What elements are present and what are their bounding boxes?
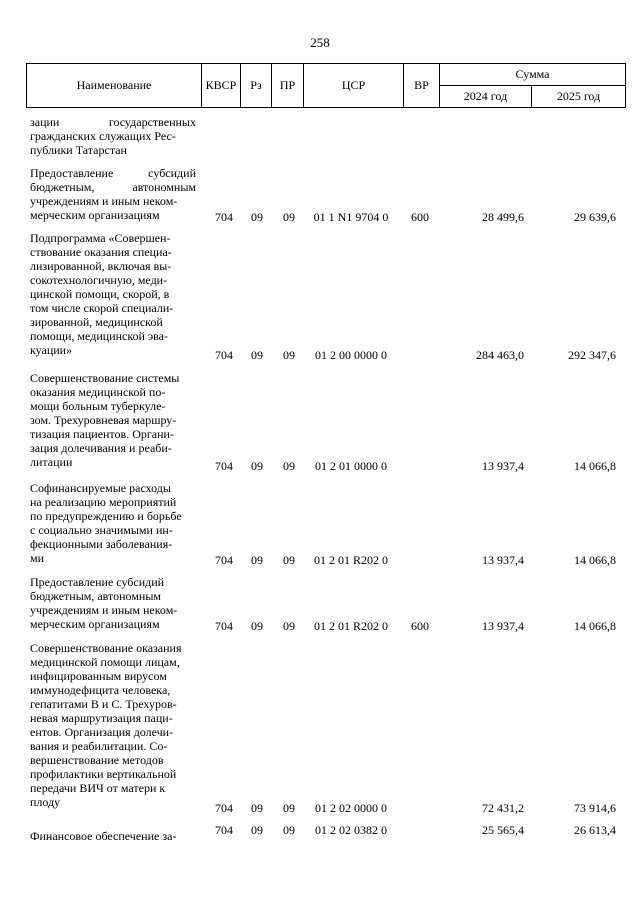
row-sum-2024: 25 565,4 — [482, 823, 524, 837]
row-sum-2024: 13 937,4 — [482, 619, 524, 633]
row-sum-2024: 13 937,4 — [482, 553, 524, 567]
row-csr: 01 2 01 0000 0 — [315, 459, 387, 473]
row-vr: 600 — [411, 619, 429, 633]
row-sum-2025: 29 639,6 — [574, 210, 616, 224]
row-name: зации государственных гражданских служащих Рес- публики Татарстан — [30, 115, 196, 157]
row-sum-2024: 72 431,2 — [482, 801, 524, 815]
col-vr-header: ВР — [404, 64, 440, 108]
row-kvsr: 704 — [215, 619, 233, 633]
row-pr: 09 — [283, 619, 295, 633]
row-rz: 09 — [251, 823, 263, 837]
col-name-header: Наименование — [27, 64, 202, 108]
row-rz: 09 — [251, 553, 263, 567]
col-sum-header: Сумма — [440, 64, 626, 86]
row-name: Подпрограмма «Совершен- ствование оказания специа- лизированной, включая вы- сокотехнологичную, меди- цинской помощи, скорой, в том числе скорой специали- зированной, медицинской помощи, медицинской эва- куации» — [30, 231, 174, 357]
row-sum-2024: 284 463,0 — [476, 348, 524, 362]
row-rz: 09 — [251, 459, 263, 473]
col-2025-header: 2025 год — [532, 86, 626, 108]
row-csr: 01 2 01 R202 0 — [313, 619, 388, 633]
row-kvsr: 704 — [215, 823, 233, 837]
row-sum-2025: 292 347,6 — [568, 348, 616, 362]
row-kvsr: 704 — [215, 553, 233, 567]
row-csr: 01 2 02 0000 0 — [315, 801, 387, 815]
col-2024-header: 2024 год — [440, 86, 532, 108]
row-csr: 01 1 N1 9704 0 — [313, 210, 389, 224]
page-number: 258 — [310, 35, 330, 50]
row-rz: 09 — [251, 210, 263, 224]
row-pr: 09 — [283, 553, 295, 567]
col-rz-header: Рз — [241, 64, 272, 108]
row-sum-2025: 14 066,8 — [574, 553, 616, 567]
row-name: Предоставление субсидий бюджетным, автономным учреждениям и иным неком- мерческим организациям — [30, 166, 196, 222]
row-pr: 09 — [283, 823, 295, 837]
row-pr: 09 — [283, 348, 295, 362]
row-kvsr: 704 — [215, 801, 233, 815]
col-csr-header: ЦСР — [304, 64, 404, 108]
row-sum-2024: 13 937,4 — [482, 459, 524, 473]
row-pr: 09 — [283, 210, 295, 224]
row-name: Финансовое обеспечение за- — [30, 829, 177, 843]
row-name: Совершенствование системы оказания медицинской по- мощи больным туберкуле- зом. Трехуровневая маршру- тизация пациентов. Органи- зация долечивания и реаби- литации — [30, 371, 180, 469]
row-name: Предоставление субсидий бюджетным, автономным учреждениям и иным неком- мерческим организациям — [30, 575, 178, 631]
row-csr: 01 2 00 0000 0 — [315, 348, 387, 362]
row-sum-2025: 14 066,8 — [574, 459, 616, 473]
row-kvsr: 704 — [215, 459, 233, 473]
row-name: Софинансируемые расходы на реализацию мероприятий по предупреждению и борьбе с социально значимыми ин- фекционными заболевания- ми — [30, 481, 182, 565]
row-vr: 600 — [411, 210, 429, 224]
row-name: Совершенствование оказания медицинской помощи лицам, инфицированным вирусом иммунодефицита человека, гепатитами В и С. Трехуров- невая маршрутизация паци- ентов. Организация долечи- вания и реабилитации. Со- вершенствование методов профилактики вертикальной передачи ВИЧ от матери к плоду — [30, 641, 182, 809]
row-kvsr: 704 — [215, 348, 233, 362]
row-csr: 01 2 01 R202 0 — [313, 553, 388, 567]
row-rz: 09 — [251, 619, 263, 633]
row-sum-2025: 14 066,8 — [574, 619, 616, 633]
col-pr-header: ПР — [272, 64, 304, 108]
row-sum-2024: 28 499,6 — [482, 210, 524, 224]
row-sum-2025: 26 613,4 — [574, 823, 616, 837]
col-kvsr-header: КВСР — [202, 64, 241, 108]
row-kvsr: 704 — [215, 210, 233, 224]
row-pr: 09 — [283, 801, 295, 815]
row-pr: 09 — [283, 459, 295, 473]
row-sum-2025: 73 914,6 — [574, 801, 616, 815]
row-rz: 09 — [251, 801, 263, 815]
row-csr: 01 2 02 0382 0 — [315, 823, 387, 837]
row-rz: 09 — [251, 348, 263, 362]
